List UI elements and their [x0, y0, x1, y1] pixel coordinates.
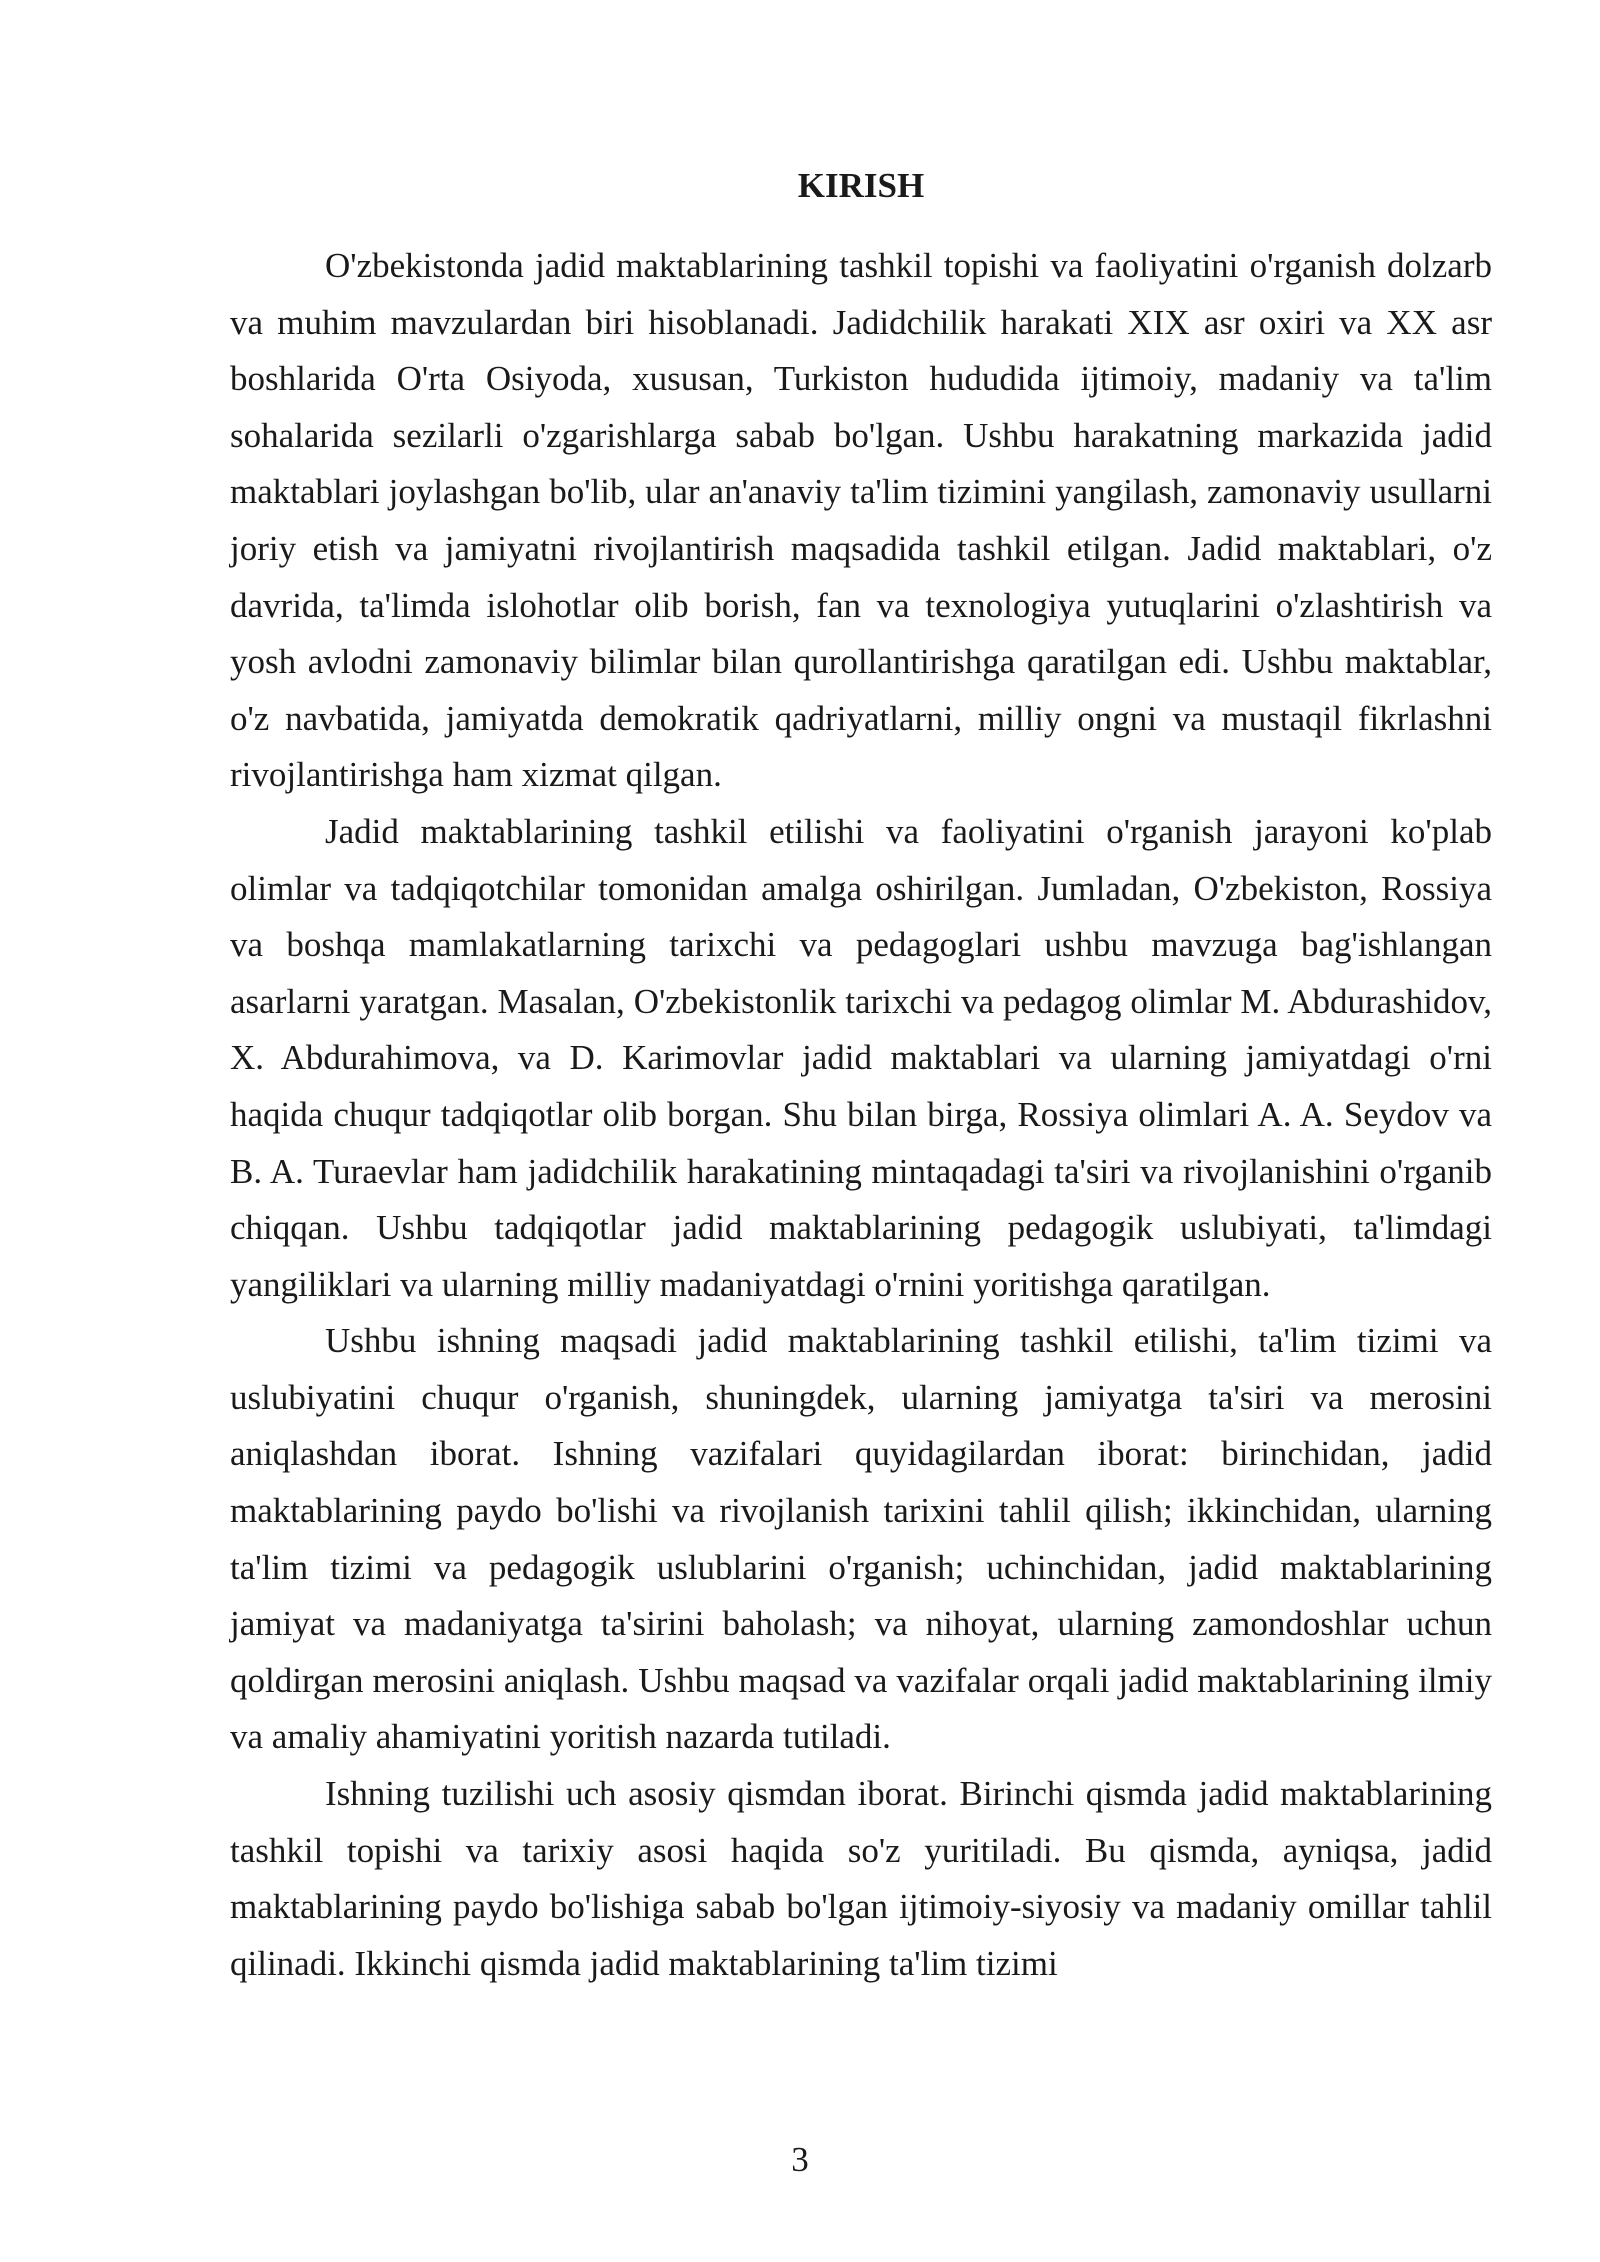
paragraph-4: Ishning tuzilishi uch asosiy qismdan iborat. Birinchi qismda jadid maktablarining tashkil topishi va tarixiy asosi haqida so'z yuritiladi. Bu qismda, ayniqsa, jadid maktablarining paydo bo'lishiga sabab bo'lgan ijtimoiy-siyosiy va madaniy omillar tahlil qilinadi. Ikkinchi qismda jadid maktablarining ta'lim tizimi [230, 1774, 1492, 1983]
page-body [230, 162, 1492, 1992]
paragraph-1: O'zbekistonda jadid maktablarining tashkil topishi va faoliyatini o'rganish dolzarb va muhim mavzulardan biri hisoblanadi. Jadidchilik harakati XIX asr oxiri va XX asr boshlarida O'rta Osiyoda, xususan, Turkiston hududida ijtimoiy, madaniy va ta'lim sohalarida sezilarli o'zgarishlarga sabab bo'lgan. Ushbu harakatning markazida jadid maktablari joylashgan bo'lib, ular an'anaviy ta'lim tizimini yangilash, zamonaviy usullarni joriy etish va jamiyatni rivojlantirish maqsadida tashkil etilgan. Jadid maktablari, o'z davrida, ta'limda islohotlar olib borish, fan va texnologiya yutuqlarini o'zlashtirish va yosh avlodni zamonaviy bilimlar bilan qurollantirishga qaratilgan edi. Ushbu maktablar, o'z navbatida, jamiyatda demokratik qadriyatlarni, milliy ongni va mustaqil fikrlashni rivojlantirishga ham xizmat qilgan. [230, 246, 1492, 795]
section-heading: KIRISH [797, 166, 925, 205]
paragraph-3: Ushbu ishning maqsadi jadid maktablarining tashkil etilishi, ta'lim tizimi va uslubiyatini chuqur o'rganish, shuningdek, ularning jamiyatga ta'siri va merosini aniqlashdan iborat. Ishning vazifalari quyidagilardan iborat: birinchidan, jadid maktablarining paydo bo'lishi va rivojlanish tarixini tahlil qilish; ikkinchidan, ularning ta'lim tizimi va pedagogik uslublarini o'rganish; uchinchidan, jadid maktablarining jamiyat va madaniyatga ta'sirini baholash; va nihoyat, ularning zamondoshlar uchun qoldirgan merosini aniqlash. Ushbu maqsad va vazifalar orqali jadid maktablarining ilmiy va amaliy ahamiyatini yoritish nazarda tutiladi. [230, 1321, 1492, 1757]
page-number: 3 [791, 2140, 809, 2179]
paragraph-2: Jadid maktablarining tashkil etilishi va faoliyatini o'rganish jarayoni ko'plab olimlar va tadqiqotchilar tomonidan amalga oshirilgan. Jumladan, O'zbekiston, Rossiya va boshqa mamlakatlarning tarixchi va pedagoglari ushbu mavzuga bag'ishlangan asarlarni yaratgan. Masalan, O'zbekistonlik tarixchi va pedagog olimlar M. Abdurashidov, X. Abdurahimova, va D. Karimovlar jadid maktablari va ularning jamiyatdagi o'rni haqida chuqur tadqiqotlar olib borgan. Shu bilan birga, Rossiya olimlari A. A. Seydov va B. A. Turaevlar ham jadidchilik harakatining mintaqadagi ta'siri va rivojlanishini o'rganib chiqqan. Ushbu tadqiqotlar jadid maktablarining pedagogik uslubiyati, ta'limdagi yangiliklari va ularning milliy madaniyatdagi o'rnini yoritishga qaratilgan. [230, 811, 1492, 1304]
